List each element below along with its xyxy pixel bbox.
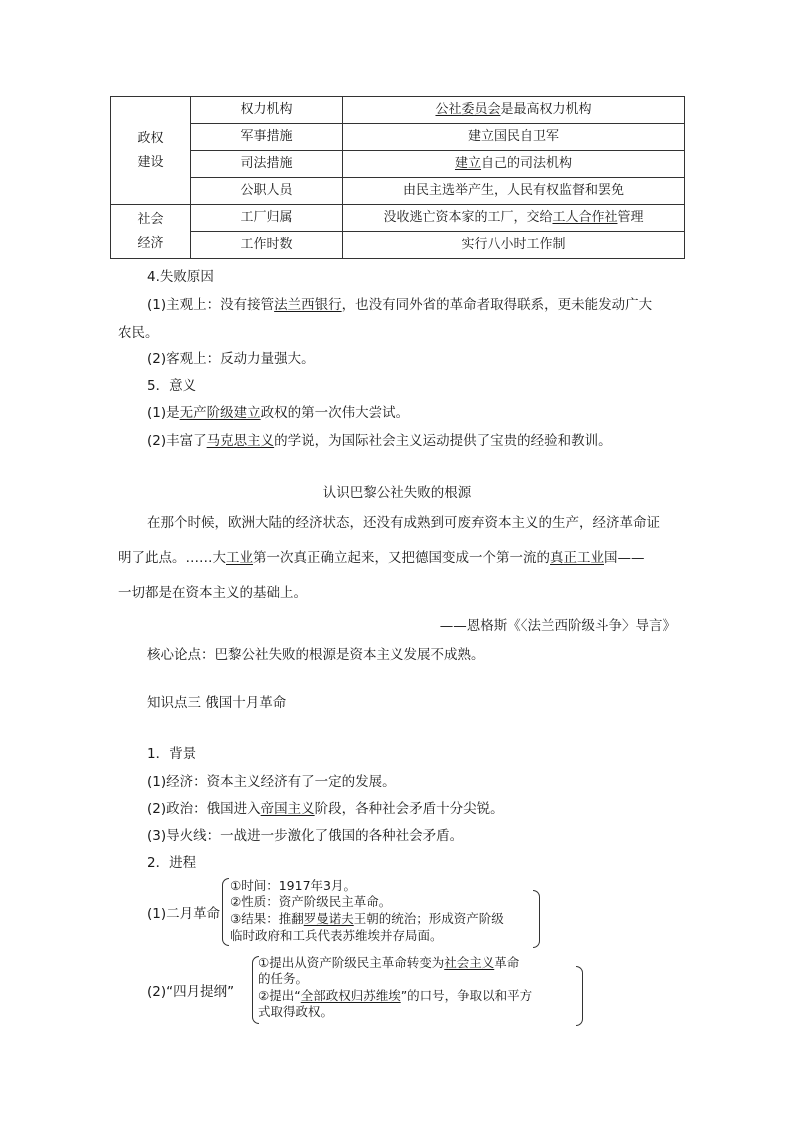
table-row	[111, 178, 685, 205]
item-cell: 权力机构	[191, 97, 343, 124]
left-brace	[222, 878, 229, 946]
section-cell	[111, 205, 191, 259]
content-cell: 公社委员会是最高权力机构	[343, 97, 685, 124]
item-cell: 工厂归属	[191, 205, 343, 232]
right-brace	[576, 966, 583, 1026]
february-revolution-label: (1)二月革命	[147, 906, 221, 922]
february-time: ①时间：1917年3月。	[230, 878, 356, 893]
april-theses-label: (2)“四月提纲”	[147, 984, 235, 1000]
item-cell: 司法措施	[191, 151, 343, 178]
significance-point-1: (1)是无产阶级建立政权的第一次伟大尝试。	[147, 405, 410, 421]
content-cell: 建立国民自卫军	[343, 124, 685, 151]
section-3-title: 知识点三 俄国十月革命	[147, 695, 287, 711]
table-row	[111, 232, 685, 259]
section-label: 政权	[137, 130, 164, 146]
table-row	[111, 124, 685, 151]
background-heading: 1．背景	[147, 746, 197, 762]
core-argument: 核心论点：巴黎公社失败的根源是资本主义发展不成熟。	[147, 647, 485, 663]
item-cell: 公职人员	[191, 178, 343, 205]
content-cell: 由民主选举产生，人民有权监督和罢免	[343, 178, 685, 205]
failure-heading: 4.失败原因	[147, 269, 214, 285]
content-cell: 建立自己的司法机构	[343, 151, 685, 178]
table-row	[111, 151, 685, 178]
essay-title: 认识巴黎公社失败的根源	[322, 485, 472, 501]
february-result-cont: 临时政府和工兵代表苏维埃并存局面。	[230, 928, 443, 943]
february-nature: ②性质：资产阶级民主革命。	[230, 894, 392, 909]
table-row	[111, 205, 685, 232]
essay-source: ——恩格斯《〈法兰西阶级斗争〉导言》	[439, 618, 676, 634]
background-economy: (1)经济：资本主义经济有了一定的发展。	[147, 774, 396, 790]
section-label: 社会	[137, 211, 164, 227]
process-heading: 2．进程	[147, 855, 197, 871]
april-point-2-cont: 式取得政权。	[258, 1004, 334, 1019]
section-label: 建设	[137, 154, 164, 170]
essay-line-3: 一切都是在资本主义的基础上。	[118, 585, 307, 601]
section-label: 经济	[137, 235, 164, 251]
essay-line-2: 明了此点。……大工业第一次真正确立起来，又把德国变成一个第一流的真正工业国——	[118, 550, 645, 566]
background-trigger: (3)导火线：一战进一步激化了俄国的各种社会矛盾。	[147, 828, 464, 844]
right-brace	[533, 890, 540, 948]
subjective-reason-cont: 农民。	[118, 325, 159, 341]
subjective-reason: (1)主观上：没有接管法兰西银行，也没有同外省的革命者取得联系，更未能发动广大	[147, 297, 653, 313]
paris-commune-table	[110, 96, 685, 259]
april-point-1: ①提出从资产阶级民主革命转变为社会主义革命	[258, 955, 520, 970]
item-cell: 工作时数	[191, 232, 343, 259]
april-point-1-cont: 的任务。	[258, 971, 309, 986]
background-politics: (2)政治：俄国进入帝国主义阶段，各种社会矛盾十分尖锐。	[147, 801, 504, 817]
section-cell	[111, 97, 191, 205]
significance-heading: 5．意义	[147, 378, 197, 394]
february-result: ③结果：推翻罗曼诺夫王朝的统治；形成资产阶级	[230, 911, 504, 926]
content-cell: 实行八小时工作制	[343, 232, 685, 259]
april-point-2: ②提出“全部政权归苏维埃”的口号，争取以和平方	[258, 988, 533, 1003]
essay-line-1: 在那个时候，欧洲大陆的经济状态，还没有成熟到可废弃资本主义的生产，经济革命证	[147, 515, 660, 531]
table-row	[111, 97, 685, 124]
content-cell: 没收逃亡资本家的工厂，交给工人合作社管理	[343, 205, 685, 232]
item-cell: 军事措施	[191, 124, 343, 151]
significance-point-2: (2)丰富了马克思主义的学说，为国际社会主义运动提供了宝贵的经验和教训。	[147, 433, 612, 449]
objective-reason: (2)客观上：反动力量强大。	[147, 351, 315, 367]
